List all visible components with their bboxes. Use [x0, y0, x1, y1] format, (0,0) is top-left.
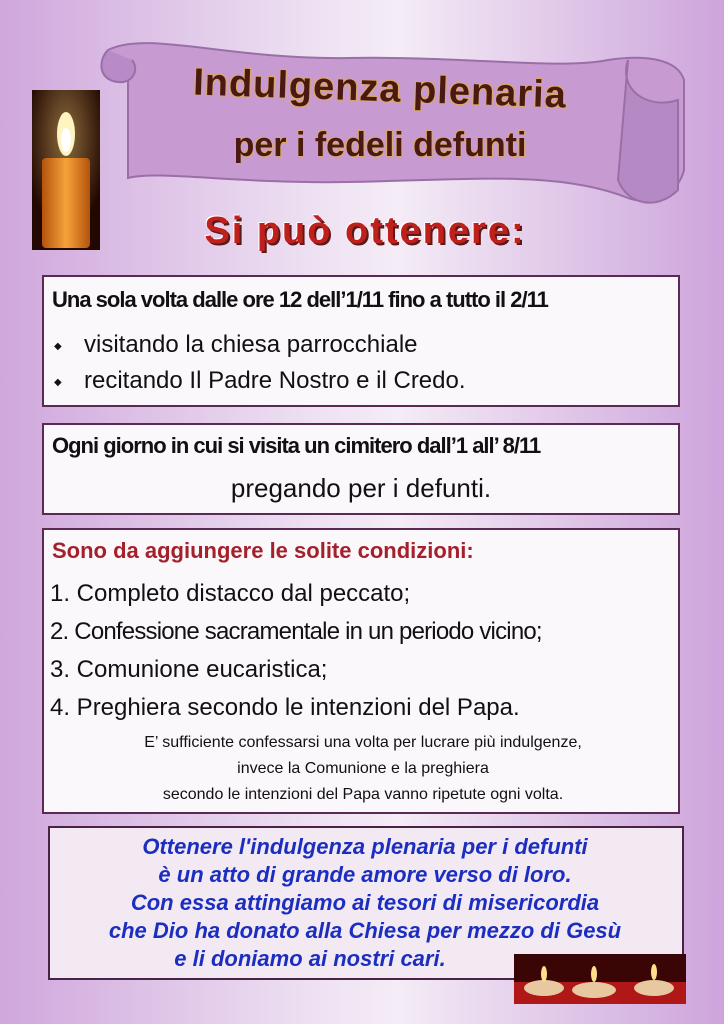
note-line-3: secondo le intenzioni del Papa vanno ripetute ogni volta.	[162, 786, 564, 803]
condition-2: 2. Confessione sacramentale in un periodo vicino;	[50, 618, 542, 645]
note-line-1: E’ sufficiente confessarsi una volta per lucrare più indulgenze,	[144, 734, 582, 751]
box3-title: Sono da aggiungere le solite condizioni:	[52, 538, 474, 563]
closing-line-4: che Dio ha donato alla Chiesa per mezzo di Gesù	[108, 918, 622, 943]
bullet-icon: ◆	[54, 341, 62, 352]
candle-image	[32, 90, 100, 250]
heading: Si può ottenere:	[204, 210, 526, 252]
closing-line-5: e li doniamo ai nostri cari.	[174, 946, 446, 971]
title-line-2: per i fedeli defunti	[233, 126, 527, 164]
bullet-icon: ◆	[54, 377, 62, 388]
box1-title: Una sola volta dalle ore 12 dell’1/11 fino a tutto il 2/11	[52, 287, 548, 312]
tealights-image	[514, 954, 686, 1004]
box2-title: Ogni giorno in cui si visita un cimitero dall’1 all’ 8/11	[52, 433, 541, 458]
closing-line-1: Ottenere l'indulgenza plenaria per i defunti	[142, 834, 588, 859]
condition-4: 4. Preghiera secondo le intenzioni del Papa.	[50, 694, 520, 721]
box-once	[42, 275, 680, 407]
box1-item-1: visitando la chiesa parrocchiale	[84, 331, 418, 358]
closing-line-3: Con essa attingiamo ai tesori di misericordia	[130, 890, 600, 915]
box2-text: pregando per i defunti.	[230, 473, 492, 503]
scroll-banner	[88, 20, 688, 220]
note-line-2: invece la Comunione e la preghiera	[237, 760, 489, 777]
box-conditions	[42, 528, 680, 814]
closing-line-2: è un atto di grande amore verso di loro.	[158, 862, 572, 887]
title-line-1: Indulgenza plenaria	[192, 61, 568, 117]
condition-1: 1. Completo distacco dal peccato;	[50, 580, 411, 607]
box-cemetery	[42, 423, 680, 515]
condition-3: 3. Comunione eucaristica;	[50, 656, 328, 683]
box1-item-2: recitando Il Padre Nostro e il Credo.	[84, 367, 466, 394]
